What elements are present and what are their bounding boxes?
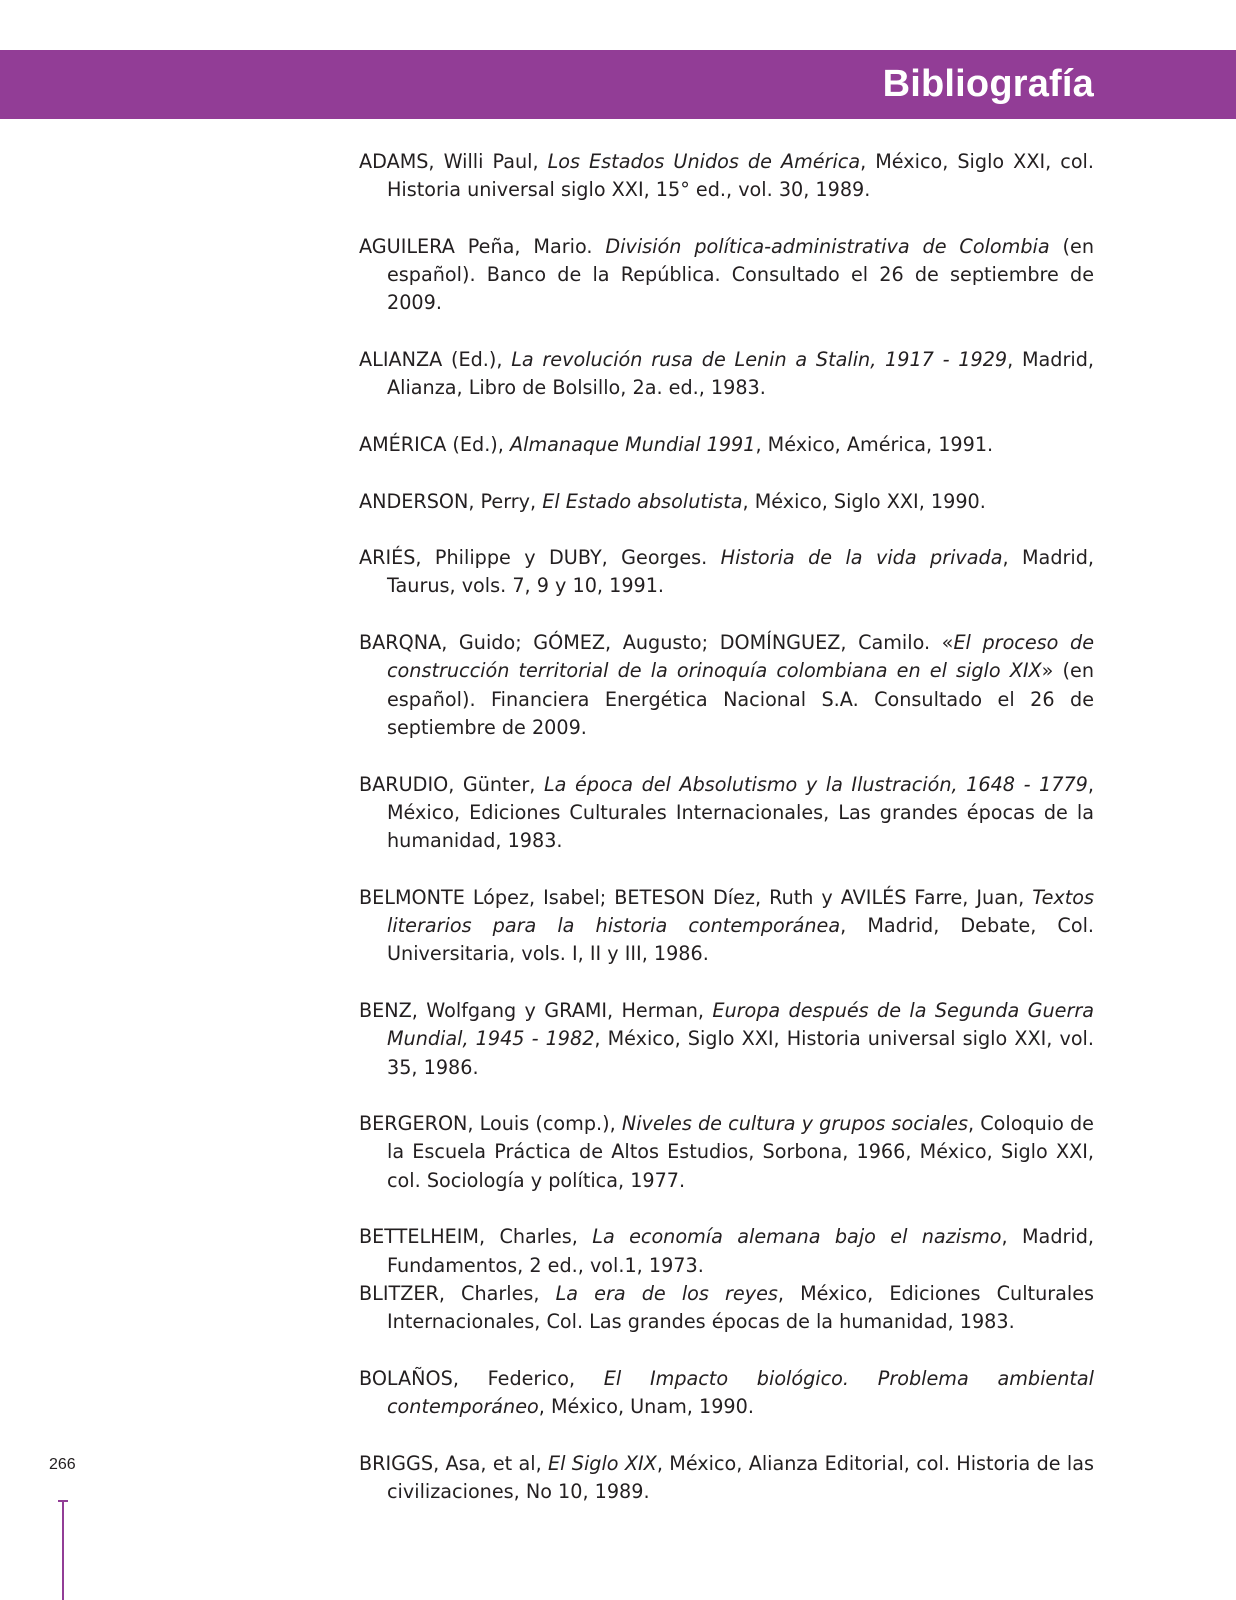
entry-details: , México, Siglo XXI, 1990. [742, 489, 986, 513]
entry-title: El Estado absolutista [542, 489, 743, 513]
entry-title: Los Estados Unidos de América [547, 150, 861, 173]
bibliography-entry [359, 884, 1094, 969]
bibliography-entry [359, 1365, 1094, 1422]
entry-details: » (en español). Financiera Energética Nacional S.A. Consultado el 26 de septiembre de 2009. [387, 659, 1094, 739]
entry-details: , México, Siglo XXI, col. Historia universal siglo XXI, 15° ed., vol. 30, 1989. [387, 150, 1094, 202]
entry-details: , México, Ediciones Culturales Internacionales, Las grandes épocas de la humanidad, 1983. [387, 772, 1094, 853]
page-rule [62, 1500, 64, 1600]
entry-title: Niveles de cultura y grupos sociales [621, 1112, 968, 1136]
entry-author: BRIGGS, Asa, et al, [359, 1451, 548, 1475]
page-title: Bibliografía [882, 63, 1094, 105]
entry-details: , México, Siglo XXI, Historia universal siglo XXI, vol. 35, 1986. [387, 1027, 1094, 1079]
entry-details: , Coloquio de la Escuela Práctica de Altos Estudios, Sorbona, 1966, México, Siglo XXI, col. Sociología y política, 1977. [387, 1112, 1094, 1192]
bibliography-entry [359, 629, 1094, 742]
entry-title: El Impacto biológico. Problema ambiental contemporáneo [387, 1366, 1094, 1419]
entry-author: BOLAÑOS, Federico, [359, 1366, 604, 1390]
entry-author: BLITZER, Charles, [359, 1281, 556, 1305]
bibliography-entry [359, 233, 1094, 318]
entry-author: BARQNA, Guido; GÓMEZ, Augusto; DOMÍNGUEZ, Camilo. « [359, 631, 954, 655]
entry-author: ADAMS, Willi Paul, [359, 150, 548, 173]
bibliography-entry [359, 1450, 1094, 1507]
bibliography-entry [359, 1110, 1094, 1195]
entry-details: , Madrid, Debate, Col. Universitaria, vols. I, II y III, 1986. [387, 914, 1094, 966]
bibliography-entry [359, 1223, 1094, 1280]
entry-title: La era de los reyes [555, 1281, 778, 1305]
bibliography-entry [359, 148, 1094, 205]
entry-author: AMÉRICA (Ed.), [359, 432, 510, 456]
entry-details: , Madrid, Fundamentos, 2 ed., vol.1, 1973. [387, 1225, 1094, 1277]
entry-author: ARIÉS, Philippe y DUBY, Georges. [359, 546, 721, 570]
bibliography-entry [359, 544, 1094, 601]
entry-details: , Madrid, Taurus, vols. 7, 9 y 10, 1991. [387, 546, 1094, 598]
entry-title: Textos literarios para la historia contemporánea [387, 885, 1094, 938]
entry-author: BELMONTE López, Isabel; BETESON Díez, Ruth y AVILÉS Farre, Juan, [359, 885, 1033, 909]
entry-title: Historia de la vida privada [720, 546, 1003, 570]
entry-title: El Siglo XIX [548, 1451, 657, 1475]
entry-details: , México, Ediciones Culturales Internacionales, Col. Las grandes épocas de la humanidad, 1983. [387, 1281, 1095, 1334]
bibliography-entry [359, 997, 1094, 1082]
entry-title: La revolución rusa de Lenin a Stalin, 1917 - 1929 [511, 348, 1008, 372]
entry-author: BENZ, Wolfgang y GRAMI, Herman, [359, 998, 713, 1022]
entry-details: , Madrid, Alianza, Libro de Bolsillo, 2a. ed., 1983. [387, 348, 1094, 400]
bibliography-entry [359, 771, 1094, 856]
entry-author: BARUDIO, Günter, [359, 772, 544, 796]
entry-details: , México, Unam, 1990. [538, 1395, 754, 1419]
entry-author: BERGERON, Louis (comp.), [359, 1112, 622, 1136]
entry-title: El proceso de construcción territorial de la orinoquía colombiana en el siglo XIX [387, 631, 1094, 683]
entry-author: ANDERSON, Perry, [359, 489, 543, 513]
bibliography-entry [359, 431, 1094, 459]
entry-details: , México, Alianza Editorial, col. Historia de las civilizaciones, No 10, 1989. [387, 1451, 1094, 1503]
entry-details: , México, América, 1991. [755, 432, 994, 456]
entry-title: Europa después de la Segunda Guerra Mundial, 1945 - 1982 [387, 998, 1094, 1051]
entry-author: BETTELHEIM, Charles, [359, 1225, 593, 1249]
entry-details: (en español). Banco de la República. Consultado el 26 de septiembre de 2009. [387, 234, 1094, 315]
entry-title: La economía alemana bajo el nazismo [592, 1225, 1002, 1249]
bibliography-entry [359, 1280, 1094, 1337]
bibliography-entry [359, 346, 1094, 403]
bibliography-list [359, 148, 1094, 1535]
entry-title: Almanaque Mundial 1991 [510, 432, 756, 456]
entry-title: División política-administrativa de Colombia [605, 234, 1050, 258]
entry-author: ALIANZA (Ed.), [359, 348, 512, 372]
entry-title: La época del Absolutismo y la Ilustración, 1648 - 1779 [543, 772, 1088, 796]
bibliography-entry [359, 488, 1094, 516]
page-number: 266 [49, 1456, 76, 1473]
entry-author: AGUILERA Peña, Mario. [359, 234, 606, 258]
